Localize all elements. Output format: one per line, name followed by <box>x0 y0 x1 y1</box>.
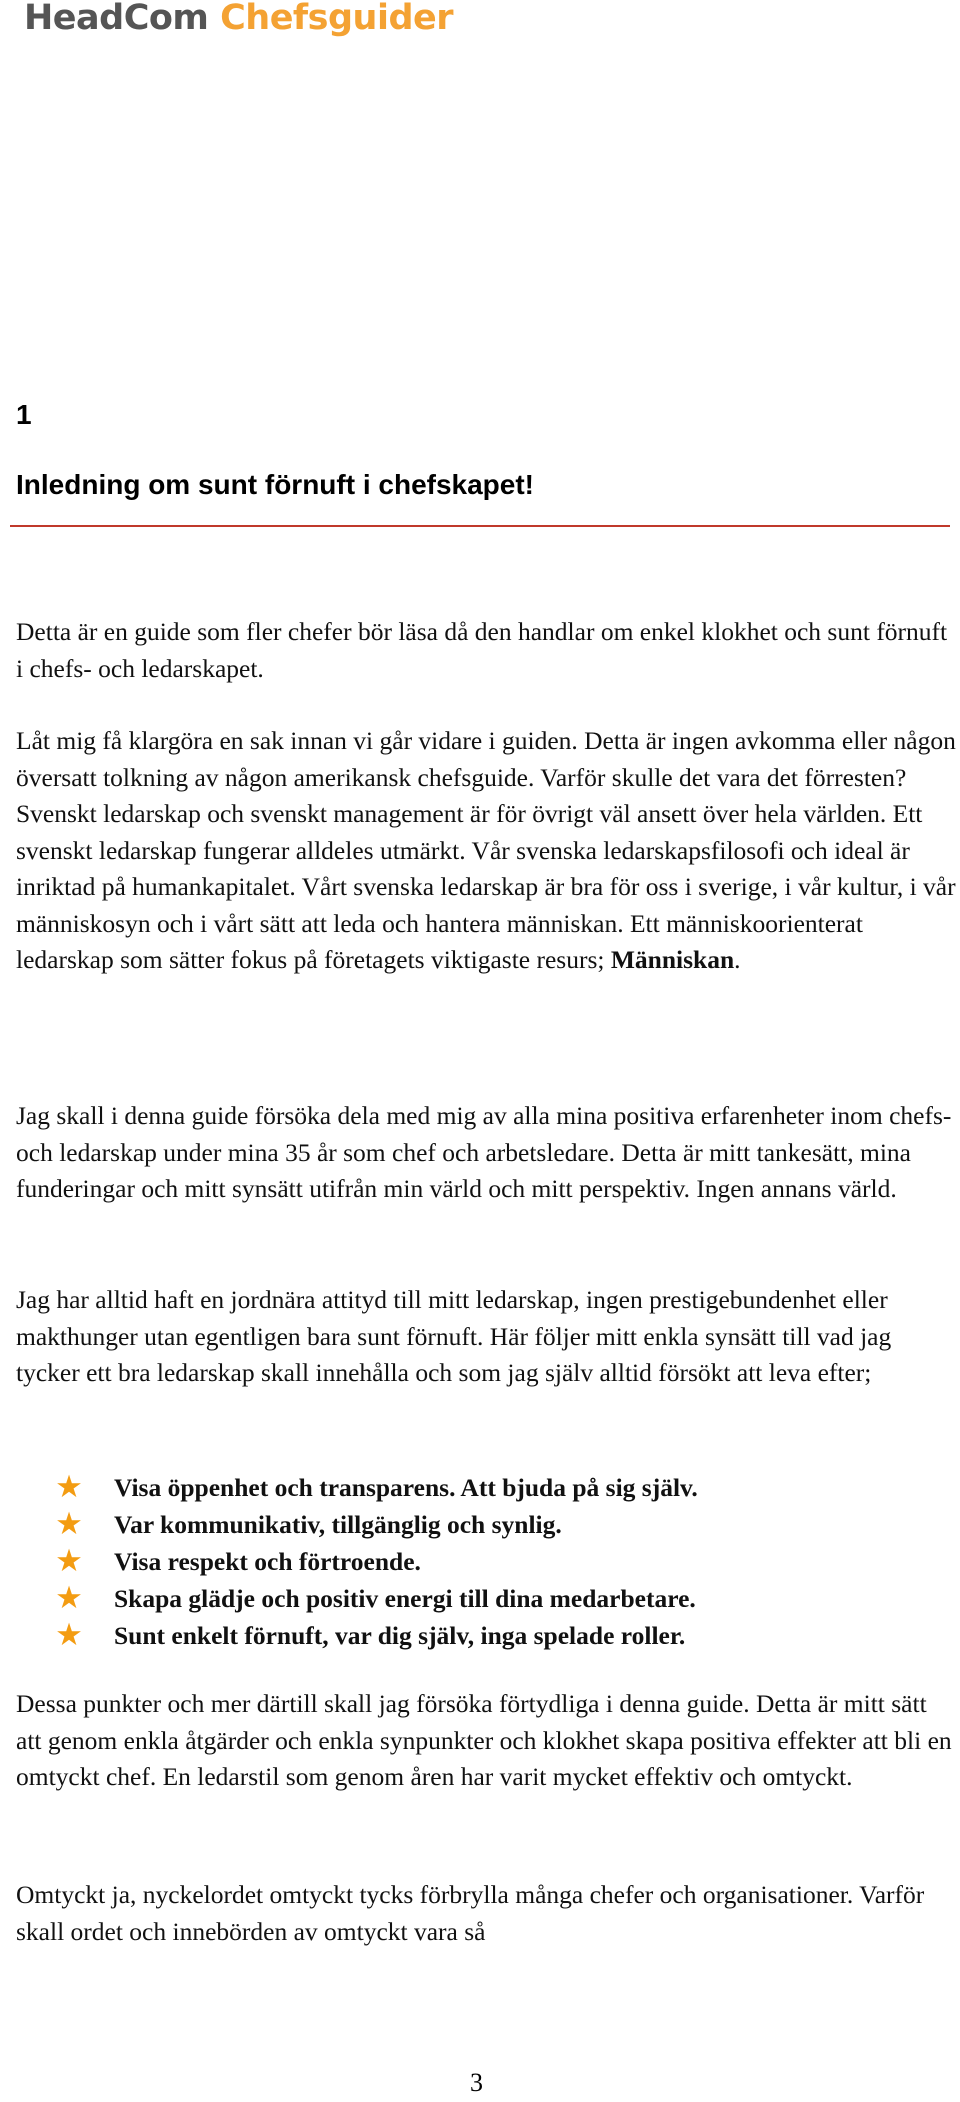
paragraph-attitude: Jag har alltid haft en jordnära attityd till mitt ledarskap, ingen prestigebundenhet eller makthunger utan egentligen bara sunt förnuft. Här följer mitt enkla synsätt till vad jag tycker ett bra ledarskap skall innehålla och som jag själv alltid försökt att leva efter; <box>16 1285 892 1387</box>
paragraph-text: Låt mig få klargöra en sak innan vi går vidare i guiden. Detta är ingen avkomma eller någon översatt tolkning av någon amerikansk chefsguide. Varför skulle det vara det förresten? Svenskt ledarskap och svenskt management är för övrigt väl ansett över hela världen. Ett svenskt ledarskap fungerar alldeles utmärkt. Vår svenska ledarskapsfilosofi och ideal är inriktad på humankapitalet. Vårt svenska ledarskap är bra för oss i sverige, i vår kultur, i vår människosyn och i vårt sätt att leda och hantera människan. Ett människoorienterat ledarskap som sätter fokus på företagets viktigaste resurs; <box>16 726 956 974</box>
star-icon: ★ <box>55 1469 83 1505</box>
chapter-title: Inledning om sunt förnuft i chefskapet! <box>16 469 534 500</box>
header-brand-accent: Chefsguider <box>220 0 454 38</box>
list-item <box>52 1580 698 1617</box>
paragraph-experience: Jag skall i denna guide försöka dela med mig av alla mina positiva erfarenheter inom chefs- och ledarskap under mina 35 år som chef och arbetsledare. Detta är mitt tankesätt, mina funderingar och mitt synsätt utifrån min värld och mitt perspektiv. Ingen annans värld. <box>16 1101 952 1203</box>
list-item-text: Visa respekt och förtroende. <box>114 1547 421 1576</box>
list-item <box>52 1617 698 1654</box>
paragraph-clarify: Dessa punkter och mer därtill skall jag försöka förtydliga i denna guide. Detta är mitt sätt att genom enkla åtgärder och enkla synpunkter och klokhet skapa positiva effekter att bli en omtyckt chef. En ledarstil som genom åren har varit mycket effektiv och omtyckt. <box>16 1689 952 1791</box>
paragraph-liked: Omtyckt ja, nyckelordet omtyckt tycks förbrylla många chefer och organisationer. Varför skall ordet och innebörden av omtyckt vara så <box>16 1880 925 1946</box>
paragraph-emphasis: Människan <box>610 945 735 974</box>
paragraph-swedish-leadership <box>16 723 956 979</box>
list-item <box>52 1543 698 1580</box>
list-item-text: Visa öppenhet och transparens. Att bjuda på sig själv. <box>114 1473 698 1502</box>
list-item <box>52 1506 698 1543</box>
list-item-text: Var kommunikativ, tillgänglig och synlig. <box>114 1510 562 1539</box>
header-brand: HeadCom <box>24 0 209 38</box>
list-item-text: Sunt enkelt förnuft, var dig själv, inga spelade roller. <box>114 1621 686 1650</box>
document-header <box>24 0 453 36</box>
star-icon: ★ <box>55 1617 83 1653</box>
leadership-principles-list <box>52 1469 698 1654</box>
chapter-number: 1 <box>16 399 32 430</box>
star-icon: ★ <box>55 1506 83 1542</box>
title-divider <box>10 525 950 527</box>
page-number: 3 <box>470 2068 483 2097</box>
paragraph-end: . <box>734 945 741 974</box>
paragraph-intro: Detta är en guide som fler chefer bör läsa då den handlar om enkel klokhet och sunt förnuft i chefs- och ledarskapet. <box>16 617 948 683</box>
list-item <box>52 1469 698 1506</box>
list-item-text: Skapa glädje och positiv energi till dina medarbetare. <box>114 1584 696 1613</box>
star-icon: ★ <box>55 1543 83 1579</box>
star-icon: ★ <box>55 1580 83 1616</box>
